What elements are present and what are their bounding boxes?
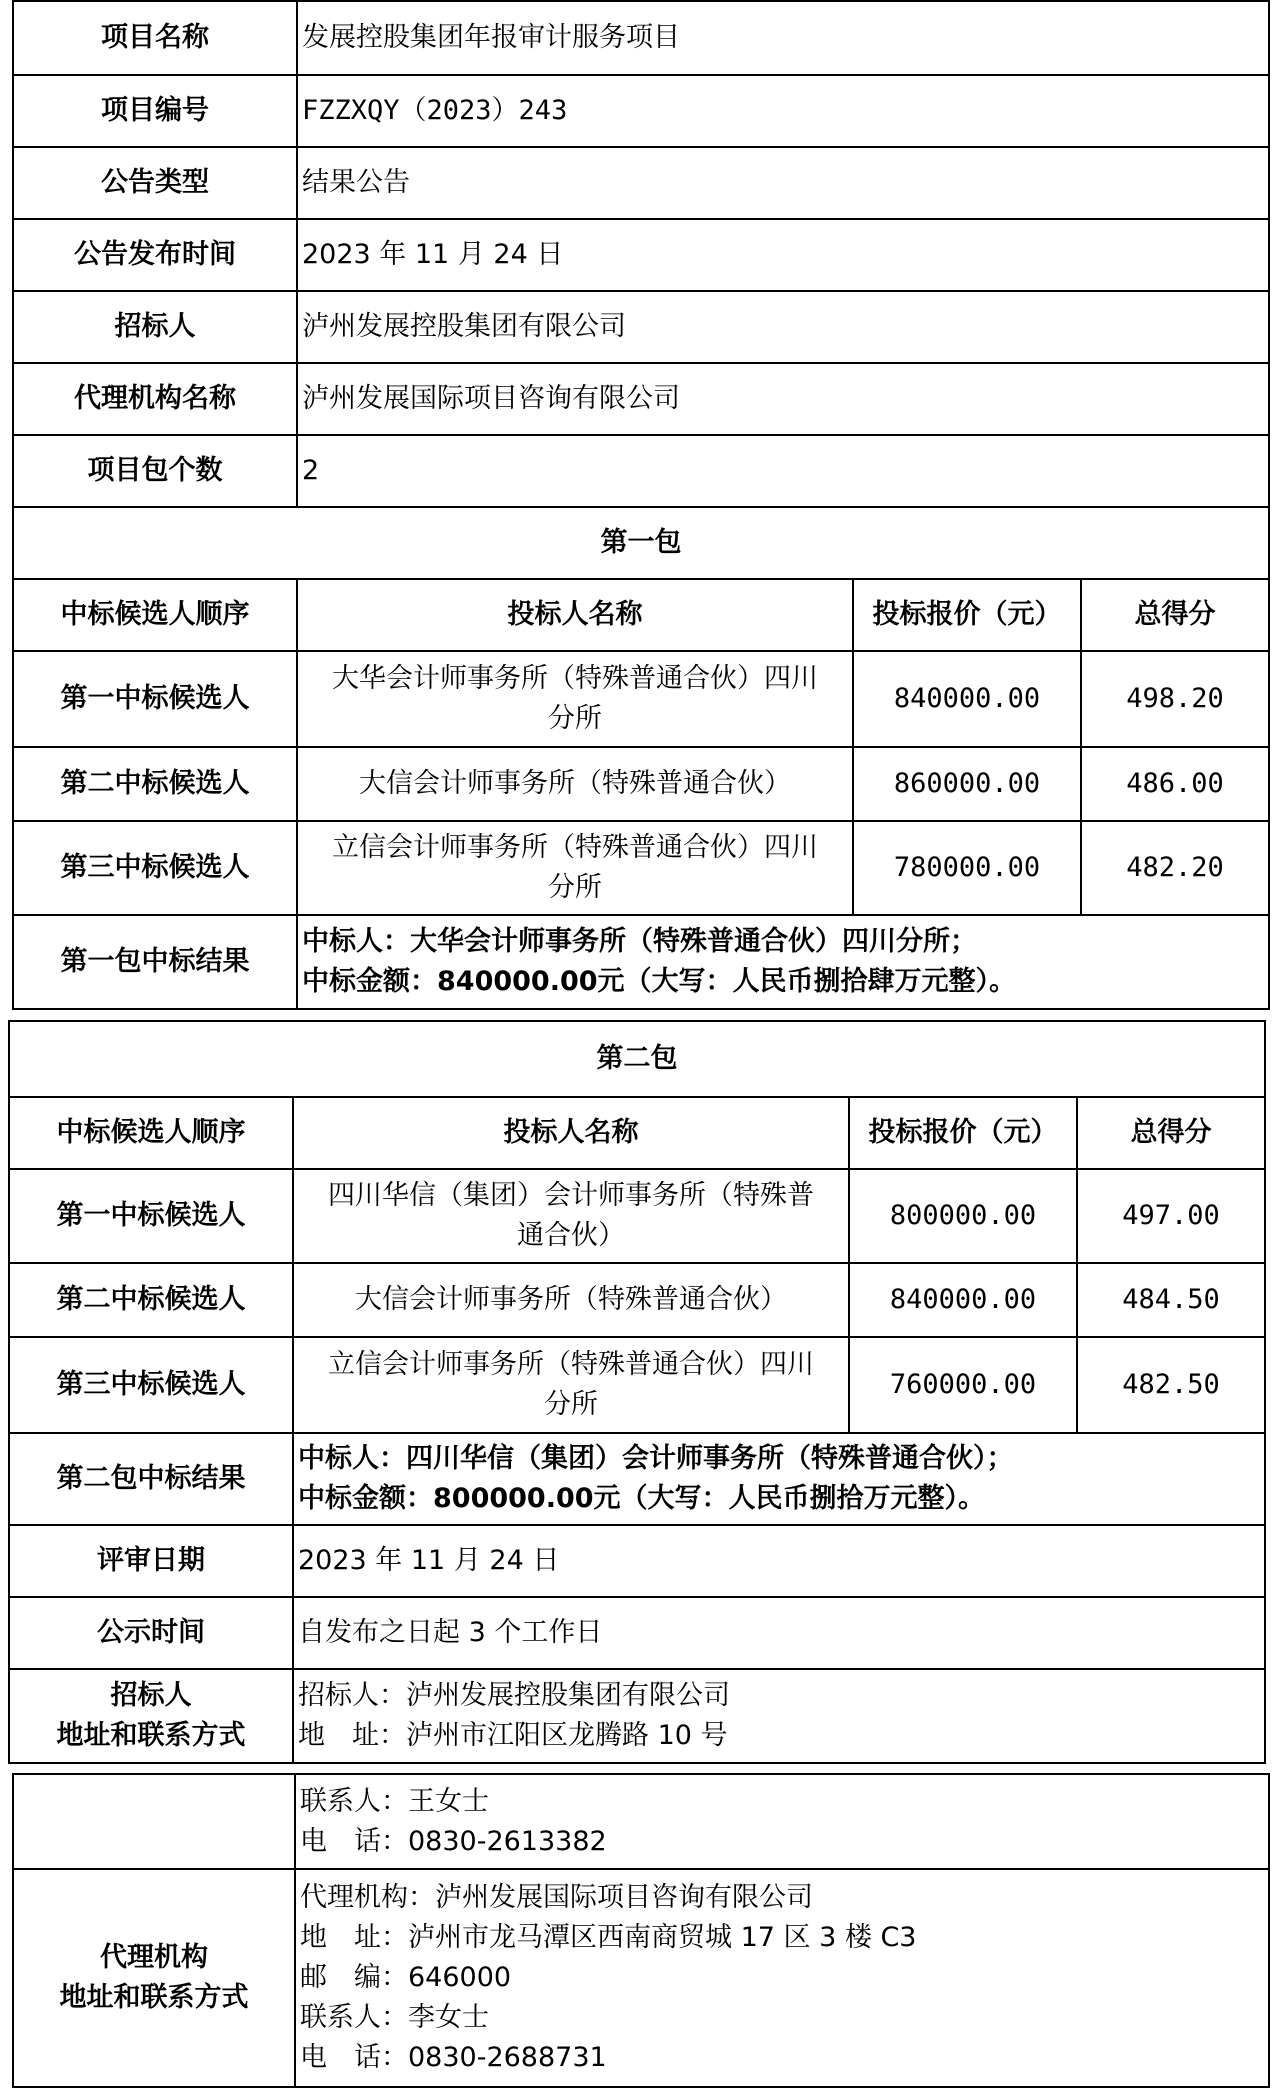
tenderer-name-line: 招标人：泸州发展控股集团有限公司 <box>298 1680 730 1711</box>
review-date-value: 2023 年 11 月 24 日 <box>293 1525 1265 1597</box>
agency-name-value: 泸州发展国际项目咨询有限公司 <box>297 363 1269 435</box>
package1-col-rank: 中标候选人顺序 <box>13 579 297 651</box>
package-count-value: 2 <box>297 435 1269 507</box>
package2-price-2: 840000.00 <box>849 1263 1077 1337</box>
package1-score-3: 482.20 <box>1081 821 1269 915</box>
publish-time-value: 2023 年 11 月 24 日 <box>297 219 1269 291</box>
package2-bidder-3 <box>293 1337 849 1433</box>
table-row <box>9 1263 1265 1337</box>
package1-header-row <box>13 579 1269 651</box>
info-and-package1-table <box>12 0 1270 1010</box>
package1-col-score: 总得分 <box>1081 579 1269 651</box>
package1-title-row <box>13 507 1269 579</box>
package2-col-rank: 中标候选人顺序 <box>9 1097 293 1169</box>
row-notice-type <box>13 147 1269 219</box>
package1-col-price: 投标报价（元） <box>853 579 1081 651</box>
package2-table <box>8 1020 1266 1764</box>
package2-result-label: 第二包中标结果 <box>9 1433 293 1525</box>
package1-score-2: 486.00 <box>1081 747 1269 821</box>
tenderer-contact-label-cont <box>13 1774 295 1869</box>
project-name-label: 项目名称 <box>13 1 297 75</box>
package1-bidder-1 <box>297 651 853 747</box>
row-publicity-time <box>9 1597 1265 1669</box>
package2-col-score: 总得分 <box>1077 1097 1265 1169</box>
package2-rank-2: 第二中标候选人 <box>9 1263 293 1337</box>
table-row <box>9 1169 1265 1263</box>
tenderer-contact-label-line2: 地址和联系方式 <box>56 1720 246 1751</box>
package2-rank-3: 第三中标候选人 <box>9 1337 293 1433</box>
row-package-count <box>13 435 1269 507</box>
row-tenderer-contact <box>9 1669 1265 1763</box>
agency-name-line: 代理机构：泸州发展国际项目咨询有限公司 <box>300 1882 813 1913</box>
package1-bidder-2: 大信会计师事务所（特殊普通合伙） <box>297 747 853 821</box>
agency-name-label: 代理机构名称 <box>13 363 297 435</box>
review-date-label: 评审日期 <box>9 1525 293 1597</box>
row-project-code <box>13 75 1269 147</box>
package1-bidder-1-line1: 大华会计师事务所（特殊普通合伙）四川 <box>332 663 818 694</box>
agency-contact-value <box>295 1869 1269 2087</box>
package1-bidder-3-line1: 立信会计师事务所（特殊普通合伙）四川 <box>332 832 818 863</box>
package2-price-1: 800000.00 <box>849 1169 1077 1263</box>
package2-score-2: 484.50 <box>1077 1263 1265 1337</box>
tenderer-label: 招标人 <box>13 291 297 363</box>
row-agency-contact <box>13 1869 1269 2087</box>
publicity-time-value: 自发布之日起 3 个工作日 <box>293 1597 1265 1669</box>
table-row <box>9 1337 1265 1433</box>
tenderer-value: 泸州发展控股集团有限公司 <box>297 291 1269 363</box>
package2-header-row <box>9 1097 1265 1169</box>
package1-price-1: 840000.00 <box>853 651 1081 747</box>
agency-contact-label-line2: 地址和联系方式 <box>59 1982 249 2013</box>
package2-bidder-3-line1: 立信会计师事务所（特殊普通合伙）四川 <box>328 1349 814 1380</box>
agency-contact-label-line1: 代理机构 <box>100 1942 208 1973</box>
tenderer-phone-line: 电 话：0830-2613382 <box>300 1825 607 1857</box>
package1-bidder-3-line2: 分所 <box>548 872 602 903</box>
agency-contact-label <box>13 1869 295 2087</box>
publish-time-label: 公告发布时间 <box>13 219 297 291</box>
package1-bidder-1-line2: 分所 <box>548 703 602 734</box>
row-review-date <box>9 1525 1265 1597</box>
package1-result <box>297 915 1269 1009</box>
package2-winner: 中标人：四川华信（集团）会计师事务所（特殊普通合伙）； <box>298 1443 1014 1474</box>
agency-phone-line: 电 话：0830-2688731 <box>300 2042 607 2073</box>
package2-price-3: 760000.00 <box>849 1337 1077 1433</box>
notice-type-label: 公告类型 <box>13 147 297 219</box>
package1-col-bidder: 投标人名称 <box>297 579 853 651</box>
package2-col-price: 投标报价（元） <box>849 1097 1077 1169</box>
package2-bidder-3-line2: 分所 <box>544 1389 598 1420</box>
package1-title: 第一包 <box>13 507 1269 579</box>
notice-type-value: 结果公告 <box>297 147 1269 219</box>
package2-bidder-2: 大信会计师事务所（特殊普通合伙） <box>293 1263 849 1337</box>
package2-col-bidder: 投标人名称 <box>293 1097 849 1169</box>
table-row <box>13 651 1269 747</box>
package-count-label: 项目包个数 <box>13 435 297 507</box>
package2-amount: 中标金额：800000.00元（大写：人民币捌拾万元整）。 <box>298 1483 986 1514</box>
project-name-value: 发展控股集团年报审计服务项目 <box>297 1 1269 75</box>
contacts-table <box>12 1773 1270 2088</box>
package2-title-row <box>9 1021 1265 1097</box>
publicity-time-label: 公示时间 <box>9 1597 293 1669</box>
package2-score-3: 482.50 <box>1077 1337 1265 1433</box>
agency-postcode-line: 邮 编：646000 <box>300 1962 512 1993</box>
package1-score-1: 498.20 <box>1081 651 1269 747</box>
package2-bidder-1-line1: 四川华信（集团）会计师事务所（特殊普 <box>328 1180 814 1211</box>
agency-address-line: 地 址：泸州市龙马潭区西南商贸城 17 区 3 楼 C3 <box>300 1922 917 1953</box>
package2-score-1: 497.00 <box>1077 1169 1265 1263</box>
row-tenderer-contact-cont <box>13 1774 1269 1869</box>
package1-rank-2: 第二中标候选人 <box>13 747 297 821</box>
package1-rank-1: 第一中标候选人 <box>13 651 297 747</box>
package1-amount: 中标金额：840000.00元（大写：人民币捌拾肆万元整）。 <box>302 966 1017 997</box>
package2-title: 第二包 <box>9 1021 1265 1097</box>
tenderer-contact-value <box>293 1669 1265 1763</box>
row-agency-name <box>13 363 1269 435</box>
package2-result <box>293 1433 1265 1525</box>
package2-result-row <box>9 1433 1265 1525</box>
row-tenderer <box>13 291 1269 363</box>
package1-winner: 中标人：大华会计师事务所（特殊普通合伙）四川分所； <box>302 926 977 957</box>
package1-rank-3: 第三中标候选人 <box>13 821 297 915</box>
table-row <box>13 747 1269 821</box>
package1-price-2: 860000.00 <box>853 747 1081 821</box>
row-publish-time <box>13 219 1269 291</box>
project-code-label: 项目编号 <box>13 75 297 147</box>
tenderer-address-line: 地 址：泸州市江阳区龙腾路 10 号 <box>298 1720 728 1751</box>
tenderer-contact-value-cont <box>295 1774 1269 1869</box>
row-project-name <box>13 1 1269 75</box>
package1-result-row <box>13 915 1269 1009</box>
tenderer-contact-person-line: 联系人：王女士 <box>300 1785 489 1817</box>
tenderer-contact-label <box>9 1669 293 1763</box>
table-row <box>13 821 1269 915</box>
package1-result-label: 第一包中标结果 <box>13 915 297 1009</box>
project-code-value: FZZXQY（2023）243 <box>297 75 1269 147</box>
package2-bidder-1 <box>293 1169 849 1263</box>
package2-bidder-1-line2: 通合伙） <box>517 1220 625 1251</box>
tenderer-contact-label-line1: 招标人 <box>110 1680 192 1711</box>
package1-bidder-3 <box>297 821 853 915</box>
package2-rank-1: 第一中标候选人 <box>9 1169 293 1263</box>
package1-price-3: 780000.00 <box>853 821 1081 915</box>
agency-contact-person-line: 联系人：李女士 <box>300 2002 489 2033</box>
